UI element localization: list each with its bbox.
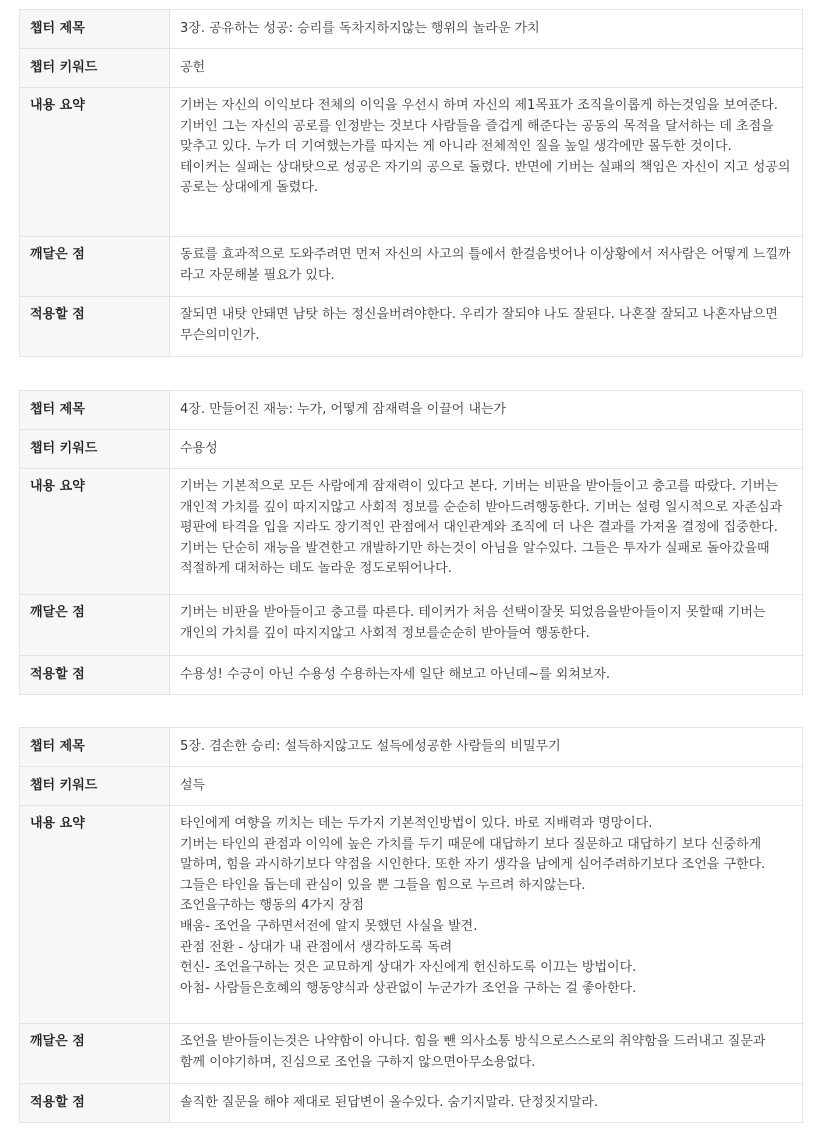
chapter-title: 5장. 겸손한 승리: 설득하지않고도 설득에성공한 사람들의 비밀무기 (170, 728, 803, 767)
label-summary: 내용 요약 (20, 469, 170, 595)
chapter-apply: 수용성! 수긍이 아닌 수용성 수용하는자세 일단 해보고 아닌데~를 외쳐보자. (170, 656, 803, 695)
label-chapter-keyword: 챕터 키워드 (20, 430, 170, 469)
table-row (20, 656, 803, 695)
label-apply: 적용할 점 (20, 1084, 170, 1123)
table-row (20, 728, 803, 767)
chapter-insight: 동료를 효과적으로 도와주려면 먼저 자신의 사고의 틀에서 한걸음벗어나 이상황에서 저사람은 어떻게 느낄까 라고 자문해볼 필요가 있다. (170, 237, 803, 297)
table-row (20, 767, 803, 806)
table-row (20, 10, 803, 49)
chapter-keyword: 공헌 (170, 49, 803, 88)
chapter-title: 3장. 공유하는 성공: 승리를 독차지하지않는 행위의 놀라운 가치 (170, 10, 803, 49)
chapter-keyword: 수용성 (170, 430, 803, 469)
table-row (20, 49, 803, 88)
chapter-summary: 타인에게 여향을 끼치는 데는 두가지 기본적인방법이 있다. 바로 지배력과 명망이다. 기버는 타인의 관점과 이익에 높은 가치를 두기 때문에 대답하기 보다 질문하고 대답하기 보다 신중하게 말하며, 힘을 과시하기보다 약점을 시인한다. 또한 자기 생각을 남에게 심어주려하기보다 조언을 구한다. 그들은 타인을 돕는데 관심이 있을 뿐 그들을 힘으로 누르려 하지않는다. 조언을구하는 행동의 4가지 장점 배움- 조언을 구하면서전에 알지 못했던 사실을 발견. 관점 전환 - 상대가 내 관점에서 생각하도록 독려 헌신- 조언을구하는 것은 교묘하게 상대가 자신에게 헌신하도록 이끄는 방법이다. 아첨- 사람들은호혜의 행동양식과 상관없이 누군가가 조언을 구하는 걸 좋아한다. (170, 806, 803, 1024)
label-chapter-keyword: 챕터 키워드 (20, 767, 170, 806)
label-insight: 깨달은 점 (20, 595, 170, 656)
table-row (20, 237, 803, 297)
chapter-insight: 조언을 받아들이는것은 나약함이 아니다. 힘을 뺀 의사소통 방식으로스스로의 취약함을 드러내고 질문과 함께 이야기하며, 진심으로 조언을 구하지 않으면아무소용없다. (170, 1024, 803, 1084)
chapter-apply: 잘되면 내탓 안돼면 남탓 하는 정신을버려야한다. 우리가 잘되야 나도 잘된다. 나혼잘 잘되고 나혼자남으면 무슨의미인가. (170, 297, 803, 357)
chapter-table (19, 727, 803, 1123)
label-insight: 깨달은 점 (20, 1024, 170, 1084)
label-apply: 적용할 점 (20, 656, 170, 695)
chapter-summary: 기버는 자신의 이익보다 전체의 이익을 우선시 하며 자신의 제1목표가 조직을이롭게 하는것임을 보여준다. 기버인 그는 자신의 공로를 인정받는 것보다 사람들을 즐겁게 해준다는 공동의 목적을 달서하는 데 초점을 맞추고 있다. 누가 더 기여했는가를 따지는 게 아니라 전체적인 질을 높일 생각에만 몰두한 것이다. 테이커는 실패는 상대탓으로 성공은 자기의 공으로 돌렸다. 반면에 기버는 실패의 책임은 자신이 지고 성공의 공로는 상대에게 돌렸다. (170, 88, 803, 237)
table-row (20, 88, 803, 237)
table-row (20, 1024, 803, 1084)
label-chapter-title: 챕터 제목 (20, 10, 170, 49)
chapter-table (19, 390, 803, 695)
label-chapter-title: 챕터 제목 (20, 728, 170, 767)
label-chapter-title: 챕터 제목 (20, 391, 170, 430)
label-insight: 깨달은 점 (20, 237, 170, 297)
chapter-title: 4장. 만들어진 재능: 누가, 어떻게 잠재력을 이끌어 내는가 (170, 391, 803, 430)
label-summary: 내용 요약 (20, 806, 170, 1024)
table-row (20, 430, 803, 469)
table-row (20, 806, 803, 1024)
chapter-insight: 기버는 비판을 받아들이고 충고를 따른다. 테이커가 처음 선택이잘못 되었음을받아들이지 못할때 기버는 개인의 가치를 깊이 따지지않고 사회적 정보를순순히 받아들여 행동한다. (170, 595, 803, 656)
chapter-table (19, 9, 803, 357)
table-row (20, 1084, 803, 1123)
chapter-apply: 솔직한 질문을 해야 제대로 된답변이 올수있다. 숨기지말라. 단정짓지말라. (170, 1084, 803, 1123)
table-row (20, 297, 803, 357)
chapter-summary: 기버는 기본적으로 모든 사람에게 잠재력이 있다고 본다. 기버는 비판을 받아들이고 충고를 따랐다. 기버는 개인적 가치를 깊이 따지지않고 사회적 정보를 순순히 받아드려행동한다. 기버는 설령 일시적으로 자존심과 평판에 타격을 입을 지라도 장기적인 관점에서 대인관계와 조직에 더 나은 결과를 가져올 결정에 집중한다. 기버는 단순히 재능을 발견한고 개발하기만 하는것이 아님을 알수있다. 그들은 투자가 실패로 돌아갔을때 적절하게 대처하는 데도 놀라운 정도로뛰어나다. (170, 469, 803, 595)
label-apply: 적용할 점 (20, 297, 170, 357)
chapter-keyword: 설득 (170, 767, 803, 806)
label-chapter-keyword: 챕터 키워드 (20, 49, 170, 88)
table-row (20, 595, 803, 656)
table-row (20, 391, 803, 430)
label-summary: 내용 요약 (20, 88, 170, 237)
table-row (20, 469, 803, 595)
